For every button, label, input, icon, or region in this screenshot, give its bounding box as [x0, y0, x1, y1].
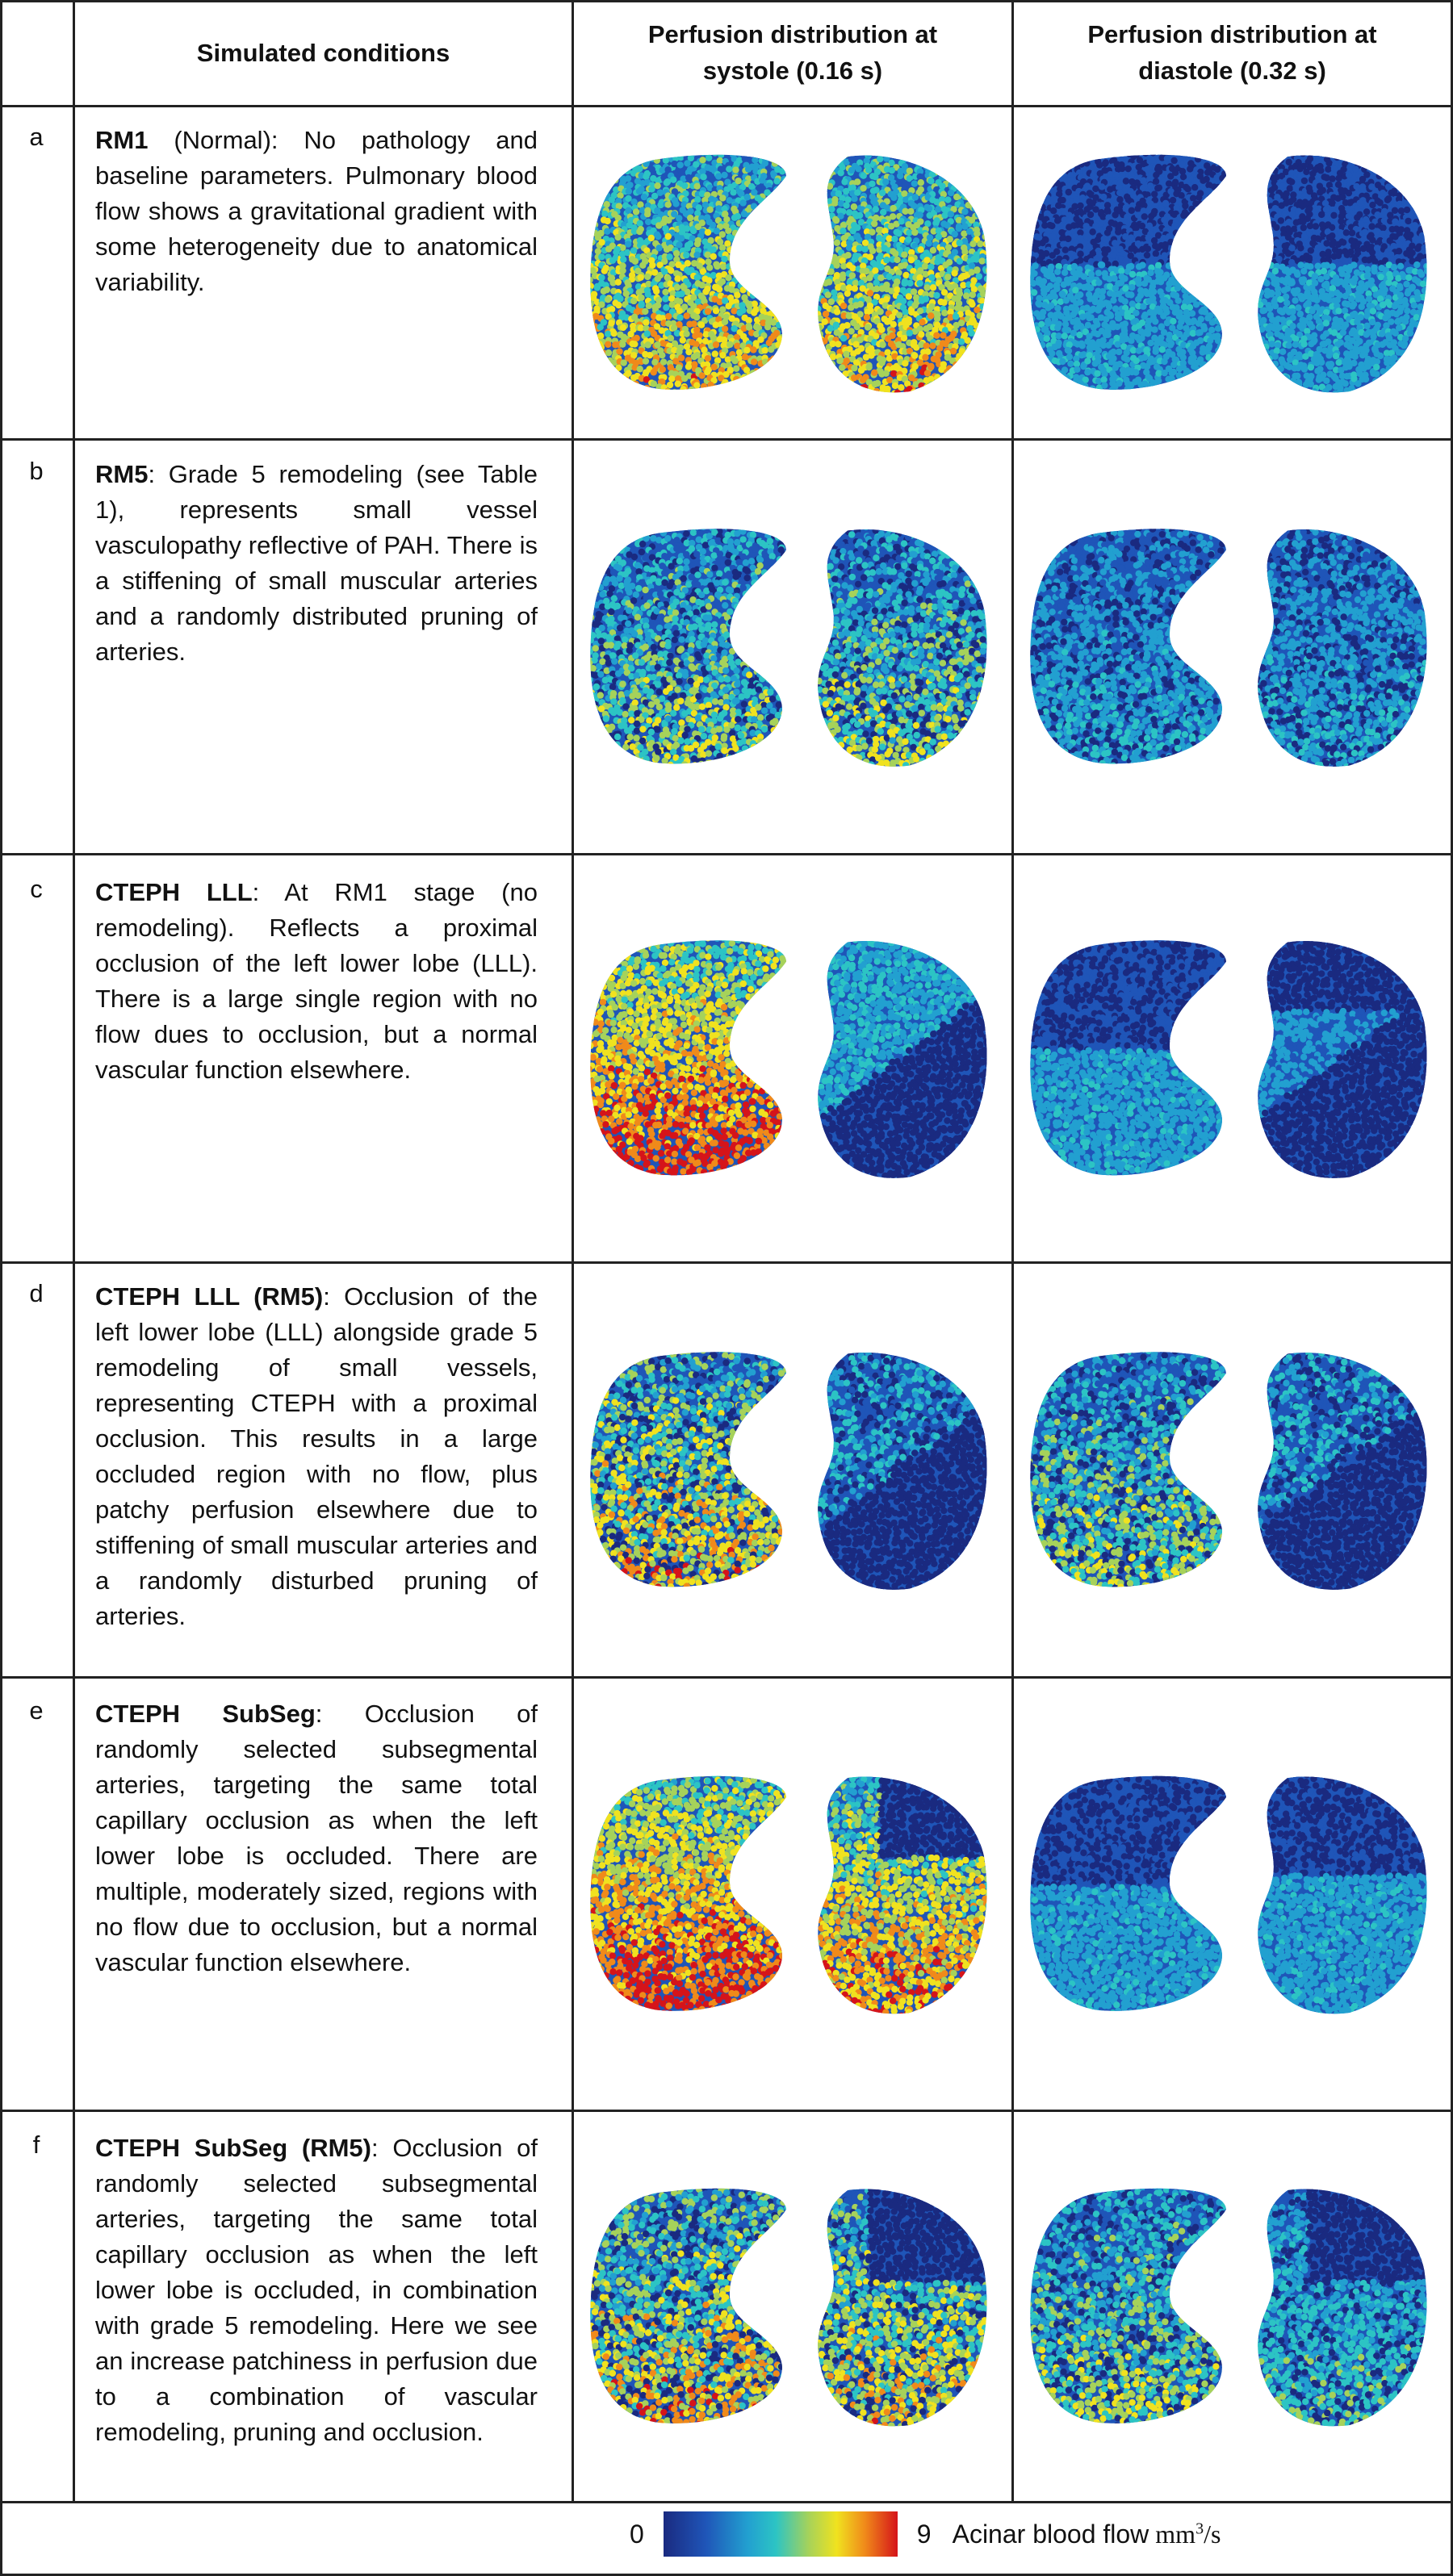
perfusion-map-systole	[574, 2112, 1011, 2501]
left-lung	[1025, 1345, 1235, 1595]
colorbar-min-label: 0	[630, 2520, 644, 2549]
left-lung	[1025, 2182, 1235, 2432]
colorbar-unit	[1149, 2520, 1221, 2549]
lung-render	[1014, 2112, 1451, 2501]
right-lung	[809, 2182, 996, 2432]
unit-tail: /s	[1204, 2520, 1221, 2549]
perfusion-map-systole	[574, 441, 1011, 853]
row-description	[95, 457, 538, 670]
left-lung	[1025, 522, 1235, 772]
lung-render	[1014, 1679, 1451, 2110]
perfusion-map-systole	[574, 1679, 1011, 2110]
right-lung	[809, 1346, 996, 1595]
right-lung	[1249, 1345, 1436, 1595]
lung-render	[574, 1679, 1011, 2110]
left-lung	[585, 2182, 795, 2432]
perfusion-map-systole	[574, 855, 1011, 1261]
condition-name: CTEPH LLL (RM5)	[95, 1282, 323, 1311]
left-lung	[585, 148, 795, 397]
right-lung	[809, 1770, 996, 2019]
left-lung	[1025, 148, 1235, 398]
lung-render	[1014, 107, 1451, 438]
condition-name: RM5	[95, 460, 148, 488]
left-lung	[585, 935, 795, 1184]
condition-text: (Normal): No pathology and baseline parameters. Pulmonary blood flow shows a gravitational gradient with some heterogeneity due to anatomical variability.	[95, 126, 538, 296]
condition-text: : Occlusion of the left lower lobe (LLL) alongside grade 5 remodeling of small vessels, representing CTEPH with a proximal occlusion. This results in a large occluded region with no flow, plus patchy perfusion elsewhere due to stiffening of small muscular arteries and a randomly disturbed pruning of arteries.	[95, 1282, 538, 1630]
lung-render	[1014, 1264, 1451, 1676]
colorbar-gradient	[664, 2511, 898, 2557]
right-lung	[1249, 1770, 1436, 2019]
unit-exponent: 3	[1195, 2520, 1204, 2537]
row-letter: a	[0, 123, 73, 152]
condition-text: : At RM1 stage (no remodeling). Reflects a proximal occlusion of the left lower lobe (LLL). There is a large single region with no flow dues to occlusion, but a normal vascular function elsewhere.	[95, 878, 538, 1084]
perfusion-map-systole	[574, 107, 1011, 438]
right-lung	[1249, 148, 1436, 398]
right-lung	[1249, 934, 1436, 1183]
left-lung	[585, 522, 795, 772]
row-letter: b	[0, 457, 73, 486]
lung-render	[574, 441, 1011, 853]
left-lung	[585, 1770, 795, 2019]
row-description	[95, 123, 538, 300]
lung-render	[1014, 441, 1451, 853]
row-description	[95, 875, 538, 1088]
left-lung	[585, 1346, 795, 1595]
perfusion-map-systole	[574, 1264, 1011, 1676]
unit-base: mm	[1155, 2520, 1195, 2549]
row-description	[95, 2131, 538, 2450]
condition-text: : Occlusion of randomly selected subsegmental arteries, targeting the same total capillary occlusion as when the left lower lobe is occluded, in combination with grade 5 remodeling. Here we see an increase patchiness in perfusion due to a combination of vascular remodeling, pruning and occlusion.	[95, 2134, 538, 2446]
condition-name: RM1	[95, 126, 148, 154]
header-systole: Perfusion distribution at systole (0.16 s)	[574, 0, 1011, 105]
header-diastole: Perfusion distribution at diastole (0.32 s)	[1014, 0, 1451, 105]
condition-text: : Grade 5 remodeling (see Table 1), represents small vessel vasculopathy reflective of PAH. There is a stiffening of small muscular arteries and a randomly distributed pruning of arteries.	[95, 460, 538, 666]
colorbar-max-label: 9	[917, 2520, 932, 2549]
perfusion-map-diastole	[1014, 855, 1451, 1261]
right-lung	[809, 522, 996, 772]
left-lung	[1025, 1770, 1235, 2019]
perfusion-map-diastole	[1014, 1264, 1451, 1676]
col-divider-1	[73, 0, 75, 2502]
lung-render	[574, 855, 1011, 1261]
lung-render	[574, 1264, 1011, 1676]
left-lung	[1025, 934, 1235, 1183]
right-lung	[809, 148, 996, 397]
condition-name: CTEPH LLL	[95, 878, 253, 906]
right-lung	[1249, 2182, 1436, 2432]
perfusion-map-diastole	[1014, 2112, 1451, 2501]
condition-text: : Occlusion of randomly selected subsegmental arteries, targeting the same total capillary occlusion as when the left lower lobe is occluded. There are multiple, moderately sized, regions with no flow due to occlusion, but a normal vascular function elsewhere.	[95, 1700, 538, 1976]
row-letter: d	[0, 1279, 73, 1308]
right-lung	[809, 934, 996, 1183]
lung-render	[574, 2112, 1011, 2501]
perfusion-map-diastole	[1014, 1679, 1451, 2110]
lung-render	[1014, 855, 1451, 1261]
colorbar-title: Acinar blood flow	[953, 2520, 1149, 2549]
perfusion-map-diastole	[1014, 107, 1451, 438]
row-letter: c	[0, 875, 73, 904]
row-description	[95, 1696, 538, 1980]
row-letter: f	[0, 2131, 73, 2160]
perfusion-map-diastole	[1014, 441, 1451, 853]
row-description	[95, 1279, 538, 1634]
header-simulated-conditions: Simulated conditions	[75, 0, 572, 105]
lung-render	[574, 107, 1011, 438]
right-lung	[1249, 522, 1436, 772]
condition-name: CTEPH SubSeg (RM5)	[95, 2134, 371, 2162]
colorbar-legend	[630, 2502, 1221, 2566]
condition-name: CTEPH SubSeg	[95, 1700, 316, 1728]
row-letter: e	[0, 1696, 73, 1725]
